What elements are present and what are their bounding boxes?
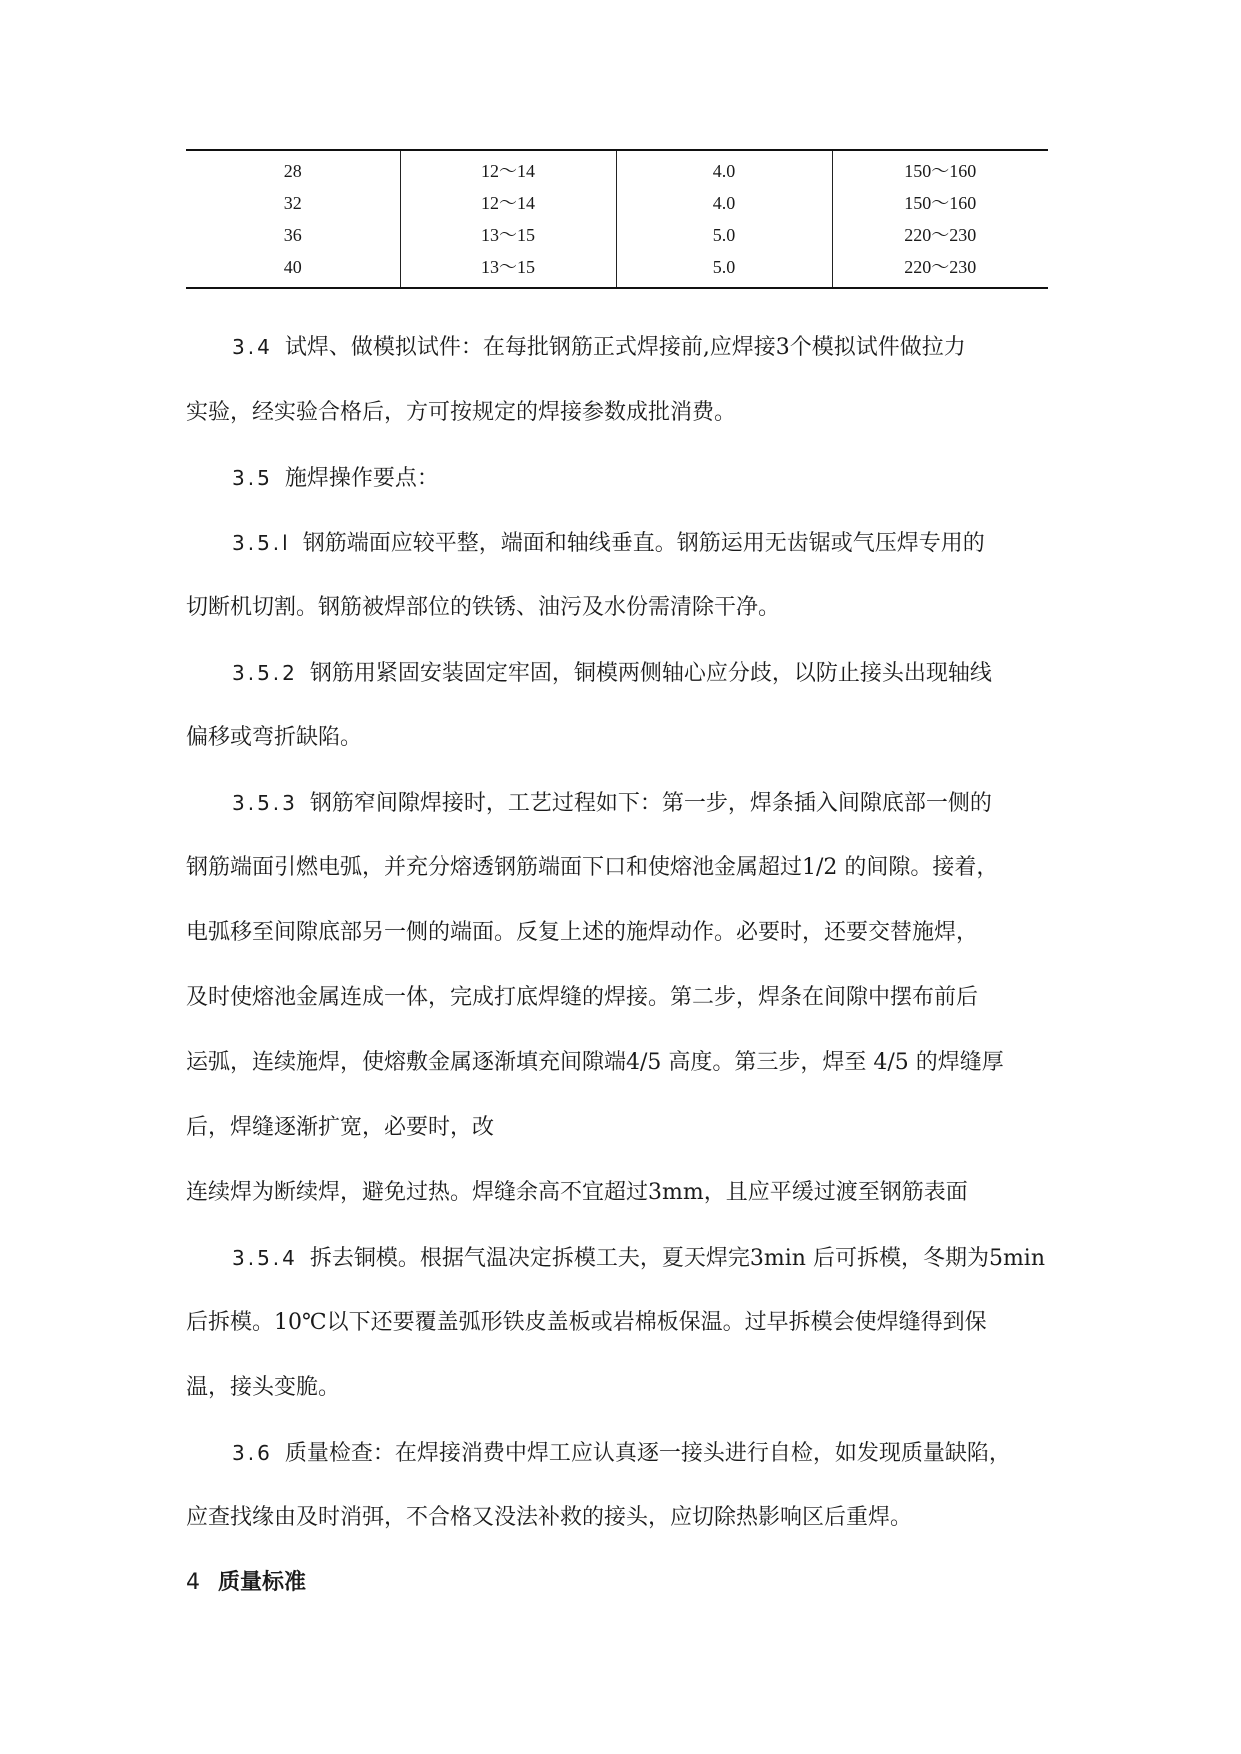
paragraph-3-6 (232, 1437, 1011, 1470)
table-cell: 36 (283, 225, 302, 245)
paragraph-text: 施焊操作要点： (284, 466, 439, 491)
paragraph-text: 偏移或弯折缺陷。 (186, 725, 363, 750)
paragraph-text: 温，接头变脆。 (186, 1375, 341, 1400)
table-cell: 5.0 (616, 219, 832, 251)
paragraph-3-4 (232, 331, 966, 364)
paragraph-text: 钢筋端面应较平整，端面和轴线垂直。钢筋运用无齿锯或气压焊专用的 (302, 531, 985, 556)
paragraph-text: 切断机切割。钢筋被焊部位的铁锈、油污及水份需清除干净。 (186, 595, 781, 620)
table-cell: 28 (283, 161, 302, 181)
paragraph-line (186, 1502, 912, 1534)
table-cell: 12～14 (400, 187, 616, 219)
section-number: 3.5.4 (232, 1246, 298, 1270)
paragraph-text: 拆去铜模。根据气温决定拆模工夫，夏天焊完3min 后可拆模，冬期为5min (309, 1246, 1046, 1271)
table-cell: 4.0 (616, 187, 832, 219)
section-heading-number: 4 (186, 1570, 200, 1595)
table-cell: 32 (283, 193, 302, 213)
paragraph-line (186, 592, 780, 624)
paragraph-line (186, 1047, 1004, 1079)
table-cell: 220～230 (832, 251, 1048, 288)
table-cell: 13～15 (400, 251, 616, 288)
paragraph-line (186, 397, 736, 429)
section-number: 3.5.2 (232, 661, 298, 685)
paragraph-line (186, 1372, 340, 1404)
table-cell: 5.0 (616, 251, 832, 288)
paragraph-text: 运弧，连续施焊，使熔敷金属逐渐填充间隙端4/5 高度。第三步，焊至 4/5 的焊缝厚 (186, 1050, 1004, 1075)
paragraph-text: 实验，经实验合格后，方可按规定的焊接参数成批消费。 (186, 400, 737, 425)
section-heading-title: 质量标准 (218, 1570, 307, 1595)
table-cell: 150～160 (832, 150, 1048, 187)
table-cell: 220～230 (832, 219, 1048, 251)
paragraph-text: 质量检查：在焊接消费中焊工应认真逐一接头进行自检，如发现质量缺陷， (284, 1441, 1011, 1466)
paragraph-text: 钢筋端面引燃电弧，并充分熔透钢筋端面下口和使熔池金属超过1/2 的间隙。接着， (186, 855, 999, 880)
paragraph-3-5-1 (232, 527, 985, 560)
paragraph-3-5-2 (232, 657, 992, 690)
table-cell: 150～160 (832, 187, 1048, 219)
paragraph-line (186, 722, 362, 754)
section-heading (186, 1567, 306, 1599)
section-number: 3.4 (232, 335, 273, 359)
paragraph-3-5-3 (232, 787, 992, 820)
table-cell: 4.0 (616, 150, 832, 187)
section-number: 3.5.l (232, 531, 291, 555)
paragraph-line (186, 917, 978, 949)
section-number: 3.5 (232, 466, 273, 490)
welding-parameter-table (186, 149, 1048, 289)
paragraph-text: 连续焊为断续焊，避免过热。焊缝余高不宜超过3mm，且应平缓过渡至钢筋表面 (186, 1180, 968, 1205)
table-cell: 40 (283, 257, 302, 277)
table-row (186, 219, 1048, 251)
paragraph-3-5-4 (232, 1242, 1045, 1275)
paragraph-line (186, 982, 978, 1014)
paragraph-text: 钢筋用紧固安装固定牢固，铜模两侧轴心应分歧，以防止接头出现轴线 (309, 661, 992, 686)
paragraph-line (186, 852, 998, 884)
table-row (186, 187, 1048, 219)
table-cell: 12～14 (400, 150, 616, 187)
paragraph-text: 钢筋窄间隙焊接时，工艺过程如下：第一步，焊条插入间隙底部一侧的 (309, 791, 992, 816)
paragraph-line (186, 1177, 968, 1209)
section-number: 3.6 (232, 1441, 273, 1465)
paragraph-text: 应查找缘由及时消弭，不合格又没法补救的接头，应切除热影响区后重焊。 (186, 1505, 913, 1530)
table-row (186, 251, 1048, 288)
paragraph-text: 后，焊缝逐渐扩宽，必要时，改 (186, 1115, 495, 1140)
paragraph-3-5 (232, 462, 439, 495)
paragraph-line (186, 1307, 987, 1339)
paragraph-text: 及时使熔池金属连成一体，完成打底焊缝的焊接。第二步，焊条在间隙中摆布前后 (186, 985, 979, 1010)
paragraph-text: 电弧移至间隙底部另一侧的端面。反复上述的施焊动作。必要时，还要交替施焊， (186, 920, 979, 945)
table-cell: 13～15 (400, 219, 616, 251)
paragraph-line (186, 1112, 494, 1144)
paragraph-text: 试焊、做模拟试件：在每批钢筋正式焊接前,应焊接3个模拟试件做拉力 (284, 335, 966, 360)
section-number: 3.5.3 (232, 791, 298, 815)
paragraph-text: 后拆模。10℃以下还要覆盖弧形铁皮盖板或岩棉板保温。过早拆模会使焊缝得到保 (186, 1310, 987, 1335)
table-row (186, 150, 1048, 187)
